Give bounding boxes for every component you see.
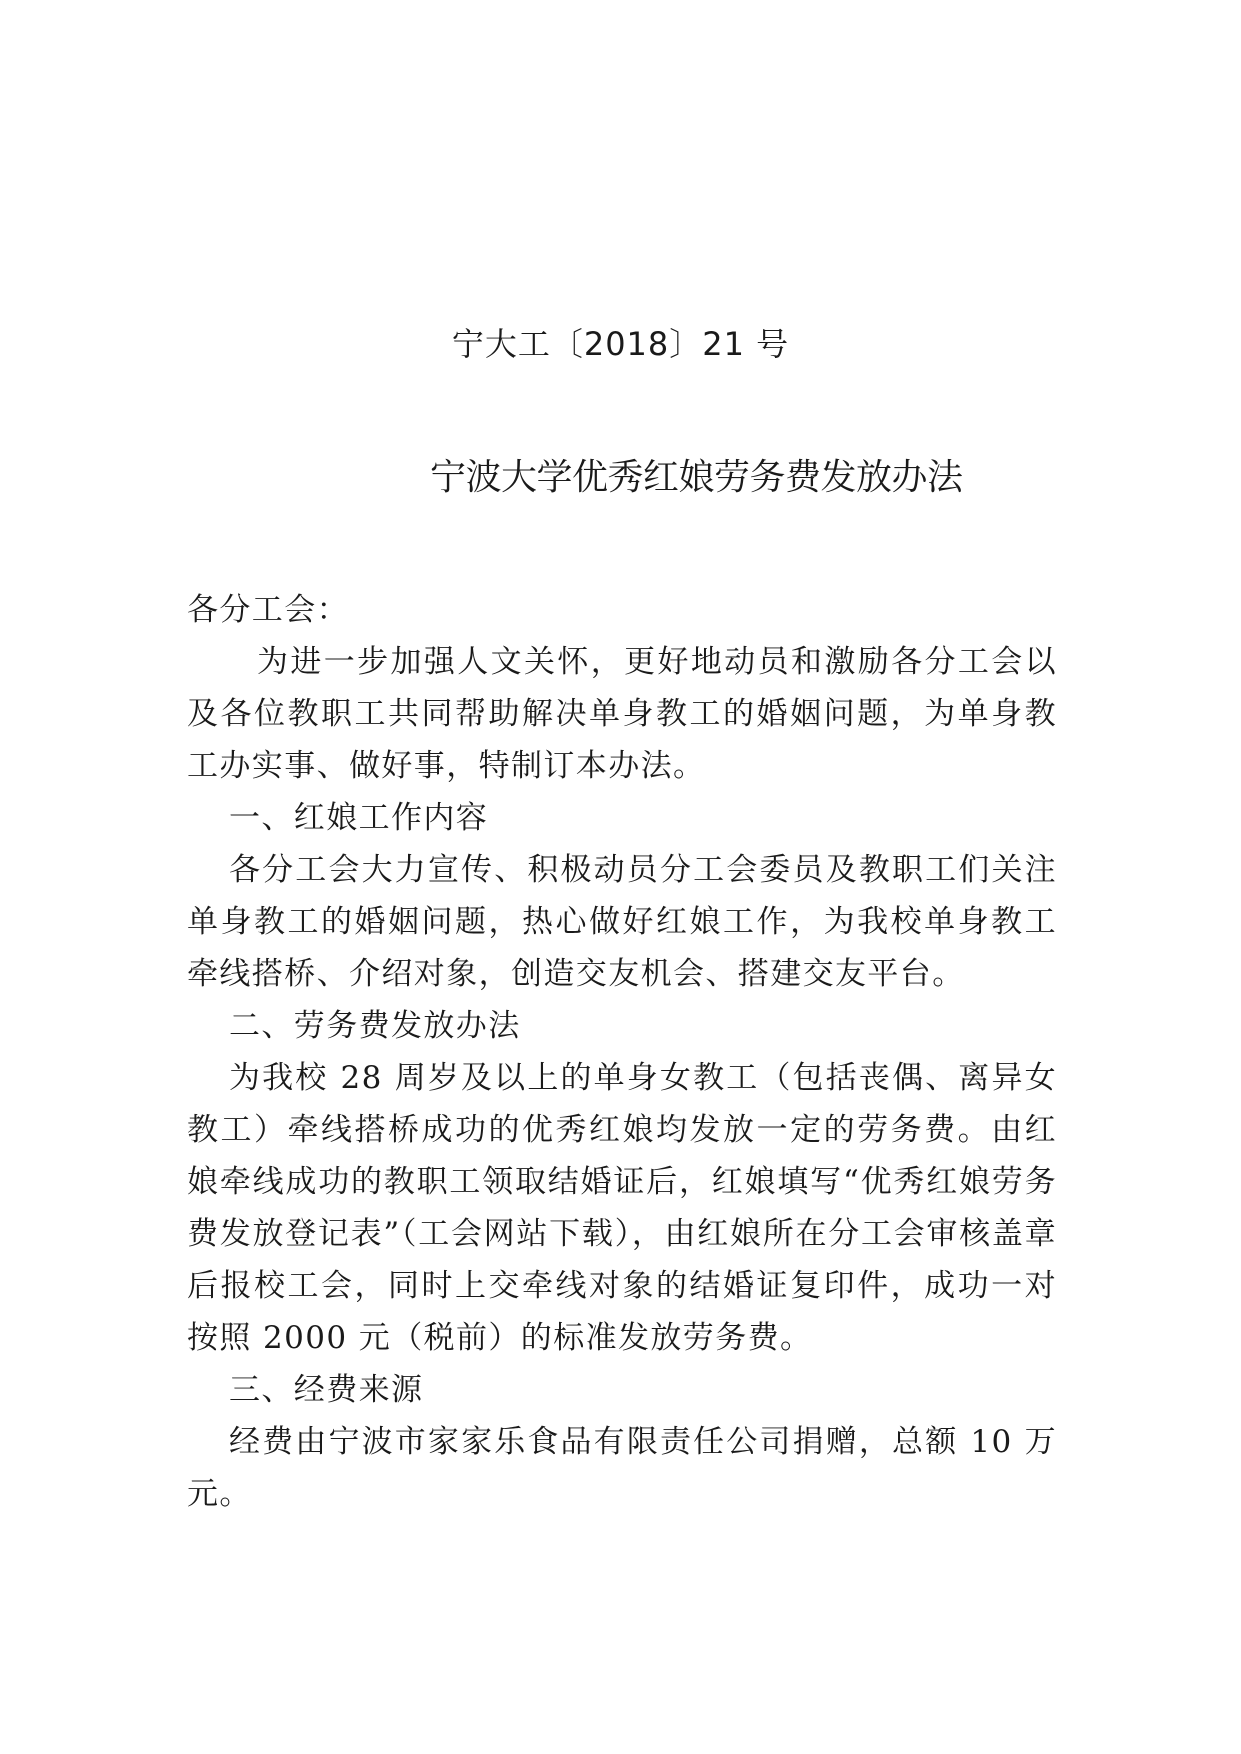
salutation: 各分工会：: [187, 592, 349, 628]
section-heading: 二、劳务费发放办法: [229, 1008, 521, 1044]
intro-paragraph: 为进一步加强人文关怀，更好地动员和激励各分工会以及各位教职工共同帮助解决单身教工的婚姻问题，为单身教工办实事、做好事，特制订本办法。: [187, 644, 1057, 784]
section-heading: 三、经费来源: [229, 1372, 424, 1408]
document-number: 宁大工〔2018〕21 号: [451, 325, 790, 363]
section-paragraph: 各分工会大力宣传、积极动员分工会委员及教职工们关注单身教工的婚姻问题，热心做好红娘工作，为我校单身教工牵线搭桥、介绍对象，创造交友机会、搭建交友平台。: [187, 852, 1057, 992]
document-title: 宁波大学优秀红娘劳务费发放办法: [430, 457, 963, 498]
section-paragraph: 为我校 28 周岁及以上的单身女教工（包括丧偶、离异女教工）牵线搭桥成功的优秀红娘均发放一定的劳务费。由红娘牵线成功的教职工领取结婚证后，红娘填写“优秀红娘劳务费发放登记表”（工会网站下载），由红娘所在分工会审核盖章后报校工会，同时上交牵线对象的结婚证复印件，成功一对按照 2000 元（税前）的标准发放劳务费。: [187, 1060, 1057, 1356]
section-paragraph: 经费由宁波市家家乐食品有限责任公司捐赠，总额 10 万元。: [187, 1424, 1057, 1512]
section-heading: 一、红娘工作内容: [229, 800, 489, 836]
